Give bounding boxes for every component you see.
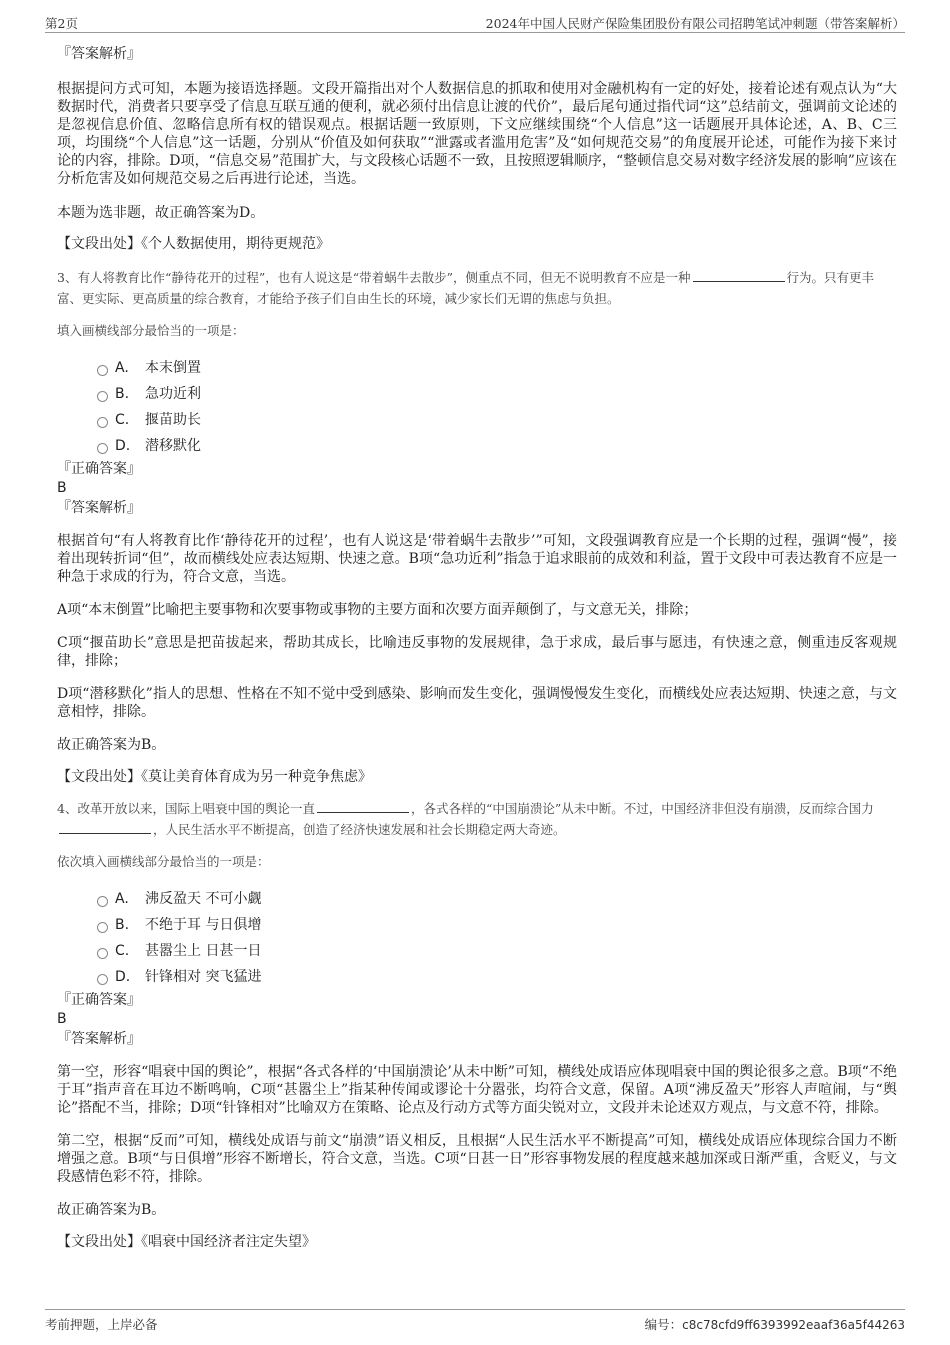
question-4-stem: 4、改革开放以来，国际上唱衰中国的舆论一直 ，各式各样的“中国崩溃论”从未中断。不过，中国经济非但没有崩溃，反而综合国力，人民生活水平不断提高，创造了经济快速发展和社会长期稳定两大奇迹。 xyxy=(57,798,897,840)
analysis-label: 『答案解析』 xyxy=(57,46,141,62)
radio-icon[interactable] xyxy=(97,896,108,907)
radio-icon[interactable] xyxy=(97,974,108,985)
question-4-prompt: 依次填入画横线部分最恰当的一项是： xyxy=(57,854,270,869)
analysis-label: 『答案解析』 xyxy=(57,500,141,516)
document-title: 2024年中国人民财产保险集团股份有限公司招聘笔试冲刺题（带答案解析） xyxy=(485,16,905,31)
question-3-stem: 3、有人将教育比作“静待花开的过程”，也有人说这是“带着蜗牛去散步”，侧重点不同，但无不说明教育不应是一种 行为。只有更丰富、更实际、更高质量的综合教育，才能给予孩子们自由生长的环境，减少家长们无谓的焦虑与负担。 xyxy=(57,267,897,309)
radio-icon[interactable] xyxy=(97,391,108,402)
question-4-options xyxy=(57,886,897,990)
page-footer xyxy=(45,1309,905,1334)
document-code: 编号：c8c78cfd9ff6393992eaaf36a5f44263 xyxy=(644,1317,905,1332)
option-c[interactable]: C. 甚嚣尘上 日甚一日 xyxy=(57,938,897,964)
radio-icon[interactable] xyxy=(97,365,108,376)
option-c[interactable]: C. 揠苗助长 xyxy=(57,407,897,433)
footer-slogan: 考前押题，上岸必备 xyxy=(45,1317,158,1332)
question-3-prompt: 填入画横线部分最恰当的一项是： xyxy=(57,323,245,338)
page-header xyxy=(45,12,905,33)
option-a[interactable]: A. 本末倒置 xyxy=(57,355,897,381)
page-content xyxy=(57,45,897,1251)
page-number: 第2页 xyxy=(45,16,78,31)
analysis-paragraph: 根据首句“有人将教育比作‘静待花开的过程’，也有人说这是‘带着蜗牛去散步’”可知，文段强调教育应是一个长期的过程，强调“慢”，接着出现转折词“但”，故而横线处应表达短期、快速之意。B项“急功近利”指急于追求眼前的成效和利益，置于文段中可表达教育不应是一种急于求成的行为，符合文意，当选。 xyxy=(57,533,897,585)
fill-blank xyxy=(317,798,409,813)
analysis-label: 『答案解析』 xyxy=(57,1031,141,1047)
option-d[interactable]: D. 潜移默化 xyxy=(57,433,897,459)
radio-icon[interactable] xyxy=(97,948,108,959)
analysis-conclusion: 本题为选非题，故正确答案为D。 xyxy=(57,205,265,221)
analysis-paragraph: C项“揠苗助长”意思是把苗拔起来，帮助其成长，比喻违反事物的发展规律，急于求成，最后事与愿违，有快速之意，侧重违反客观规律，排除； xyxy=(57,635,897,669)
fill-blank xyxy=(693,267,785,282)
analysis-paragraph: D项“潜移默化”指人的思想、性格在不知不觉中受到感染、影响而发生变化，强调慢慢发生变化，而横线处应表达短期、快速之意，与文意相悖，排除。 xyxy=(57,686,897,720)
answer-label: 『正确答案』 xyxy=(57,461,141,477)
source-citation: 【文段出处】《个人数据使用，期待更规范》 xyxy=(57,236,330,252)
analysis-paragraph: 第二空，根据“反而”可知，横线处成语与前文“崩溃”语义相反，且根据“人民生活水平不断提高”可知，横线处成语应体现综合国力不断增强之意。B项“与日俱增”形容不断增长，符合文意，当选。C项“日甚一日”形容事物发展的程度越来越加深或日渐严重，含贬义，与文段感情色彩不符，排除。 xyxy=(57,1133,897,1185)
analysis-paragraph: 第一空，形容“唱衰中国的舆论”，根据“各式各样的‘中国崩溃论’从未中断”可知，横线处成语应体现唱衰中国的舆论很多之意。B项“不绝于耳”指声音在耳边不断鸣响，C项“甚嚣尘上”指某种传闻或谬论十分嚣张，均符合文意，保留。A项“沸反盈天”形容人声喧闹，与“舆论”搭配不当，排除；D项“针锋相对”比喻双方在策略、论点及行动方式等方面尖锐对立，文段并未论述双方观点，与文意不符，排除。 xyxy=(57,1064,897,1116)
correct-answer: B xyxy=(57,480,67,496)
correct-answer: B xyxy=(57,1011,67,1027)
option-b[interactable]: B. 急功近利 xyxy=(57,381,897,407)
radio-icon[interactable] xyxy=(97,922,108,933)
source-citation: 【文段出处】《唱衰中国经济者注定失望》 xyxy=(57,1234,316,1250)
analysis-paragraph: A项“本末倒置”比喻把主要事物和次要事物或事物的主要方面和次要方面弄颠倒了，与文意无关，排除； xyxy=(57,602,698,618)
radio-icon[interactable] xyxy=(97,417,108,428)
analysis-conclusion: 故正确答案为B。 xyxy=(57,1202,166,1218)
option-d[interactable]: D. 针锋相对 突飞猛进 xyxy=(57,964,897,990)
fill-blank xyxy=(59,819,151,834)
answer-label: 『正确答案』 xyxy=(57,992,141,1008)
option-b[interactable]: B. 不绝于耳 与日俱增 xyxy=(57,912,897,938)
analysis-paragraph: 根据提问方式可知，本题为接语选择题。文段开篇指出对个人数据信息的抓取和使用对金融机构有一定的好处，接着论述有观点认为“大数据时代，消费者只要享受了信息互联互通的便利，就必须付出信息让渡的代价”，最后尾句通过指代词“这”总结前文，强调前文论述的是忽视信息价值、忽略信息所有权的错误观点。根据话题一致原则，下文应继续围绕“个人信息”这一话题展开具体论述，A、B、C三项，均围绕“个人信息”这一话题，分别从“价值及如何获取”“泄露或者滥用危害”及“如何规范交易”的角度展开论述，可能作为接下来讨论的内容，排除。D项，“信息交易”范围扩大，与文段核心话题不一致，且按照逻辑顺序，“整顿信息交易对数字经济发展的影响”应该在分析危害及如何规范交易之后再进行论述，当选。 xyxy=(57,81,897,187)
source-citation: 【文段出处】《莫让美育体育成为另一种竞争焦虑》 xyxy=(57,769,372,785)
analysis-conclusion: 故正确答案为B。 xyxy=(57,737,166,753)
radio-icon[interactable] xyxy=(97,443,108,454)
option-a[interactable]: A. 沸反盈天 不可小觑 xyxy=(57,886,897,912)
question-3-options xyxy=(57,355,897,459)
